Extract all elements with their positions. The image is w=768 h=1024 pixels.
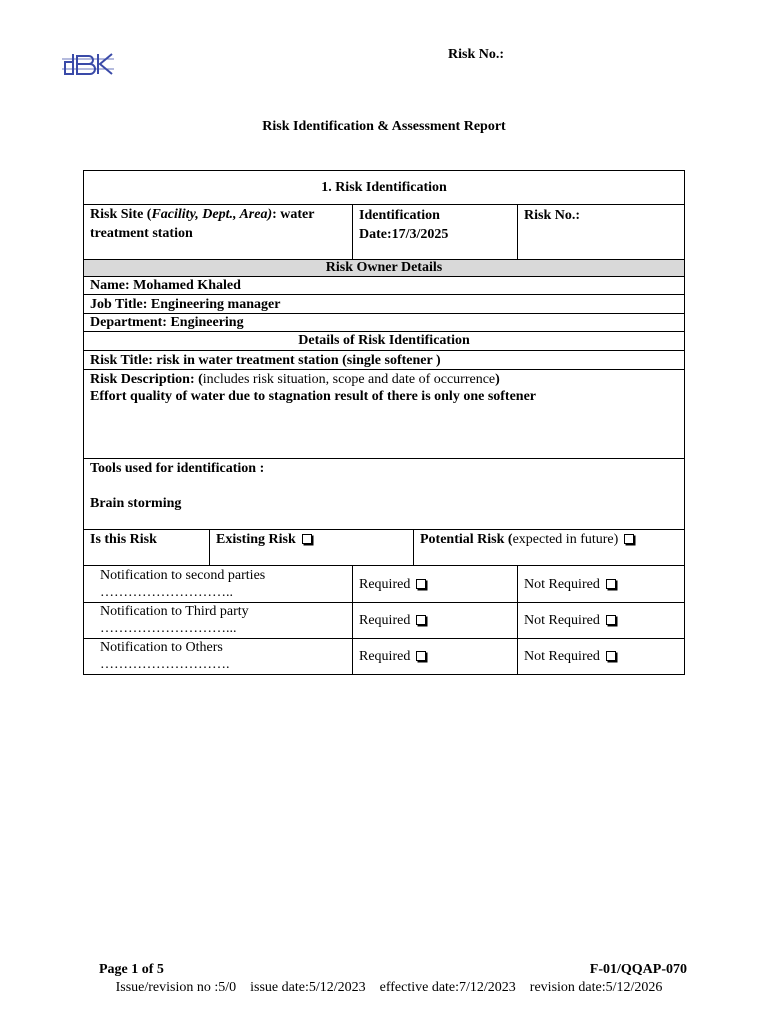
required-label: Required: [359, 613, 411, 628]
section-title-row: [83, 170, 685, 205]
existing-risk-label: Existing Risk: [216, 532, 296, 547]
not-required-checkbox[interactable]: [606, 651, 616, 661]
required-checkbox[interactable]: [416, 615, 426, 625]
owner-name: Name: Mohamed Khaled: [83, 277, 685, 295]
risk-description-close: ): [495, 372, 500, 387]
details-header: [83, 332, 685, 351]
footer-revision-line: Issue/revision no :5/0 issue date:5/12/2023 effective date:7/12/2023 revision date:5/12/2026: [115, 980, 663, 995]
risk-no-label: Risk No.:: [524, 208, 581, 223]
notification-row: [83, 603, 685, 639]
notification-row: [83, 566, 685, 603]
potential-risk-hint: expected in future): [512, 532, 619, 547]
risk-type-row: [83, 530, 685, 566]
risk-description-cell: [83, 370, 685, 459]
notification-label: Notification to second parties: [100, 568, 266, 583]
risk-no-cell: [517, 205, 684, 259]
section-title: 1. Risk Identification: [321, 180, 447, 195]
existing-risk-checkbox[interactable]: [302, 534, 312, 544]
potential-risk-checkbox[interactable]: [624, 534, 634, 544]
owner-department: Department: Engineering: [83, 314, 685, 332]
notification-label: Notification to Third party: [100, 604, 249, 619]
not-required-cell: [517, 639, 684, 674]
footer-form-code: F-01/QQAP-070: [589, 962, 687, 977]
notification-row: [83, 639, 685, 675]
footer-page-number: Page 1 of 5: [99, 962, 164, 977]
risk-site-label-italic: Facility, Dept., Area): [151, 207, 273, 222]
required-label: Required: [359, 649, 411, 664]
details-title: Details of Risk Identification: [298, 333, 470, 348]
site-date-row: [83, 205, 685, 260]
company-logo: [62, 50, 114, 78]
required-cell: [352, 566, 517, 602]
notification-label-cell: [84, 639, 352, 674]
not-required-cell: [517, 566, 684, 602]
notification-dots: ……………………….: [100, 657, 230, 672]
notification-dots: ………………………...: [100, 621, 237, 636]
identification-date-label: Identification: [359, 208, 440, 223]
not-required-checkbox[interactable]: [606, 579, 616, 589]
required-label: Required: [359, 577, 411, 592]
document-title: Risk Identification & Assessment Report: [262, 119, 506, 134]
risk-description-hint: includes risk situation, scope and date of occurrence: [202, 372, 496, 387]
risk-description-text: Effort quality of water due to stagnation result of there is only one softener: [90, 389, 537, 404]
owner-details-title: Risk Owner Details: [325, 260, 443, 275]
risk-site-label: Risk Site (: [90, 207, 152, 222]
owner-details-header: [83, 260, 685, 277]
tools-label: Tools used for identification :: [90, 461, 265, 476]
required-checkbox[interactable]: [416, 651, 426, 661]
risk-site-cell: [84, 205, 352, 259]
required-cell: [352, 603, 517, 638]
existing-risk-cell: [209, 530, 413, 565]
tools-value: Brain storming: [90, 496, 182, 511]
not-required-label: Not Required: [524, 649, 600, 664]
header-risk-no-label: Risk No.:: [448, 47, 505, 62]
is-this-risk-label: Is this Risk: [90, 532, 157, 547]
required-cell: [352, 639, 517, 674]
notification-label-cell: [84, 603, 352, 638]
tools-cell: [83, 459, 685, 530]
risk-identification-form: [83, 170, 685, 675]
identification-date-cell: [352, 205, 517, 259]
risk-site-value: : water treatment station: [90, 207, 315, 241]
owner-job-title: Job Title: Engineering manager: [83, 295, 685, 314]
not-required-checkbox[interactable]: [606, 615, 616, 625]
potential-risk-cell: [413, 530, 684, 565]
not-required-cell: [517, 603, 684, 638]
notification-dots: ………………………..: [100, 585, 233, 600]
risk-description-label: Risk Description: (: [90, 372, 203, 387]
notification-label: Notification to Others: [100, 640, 223, 655]
not-required-label: Not Required: [524, 577, 600, 592]
notification-label-cell: [84, 566, 352, 602]
potential-risk-label: Potential Risk (: [420, 532, 513, 547]
identification-date-value: Date:17/3/2025: [359, 227, 449, 242]
risk-title: Risk Title: risk in water treatment station (single softener ): [83, 351, 685, 370]
not-required-label: Not Required: [524, 613, 600, 628]
required-checkbox[interactable]: [416, 579, 426, 589]
